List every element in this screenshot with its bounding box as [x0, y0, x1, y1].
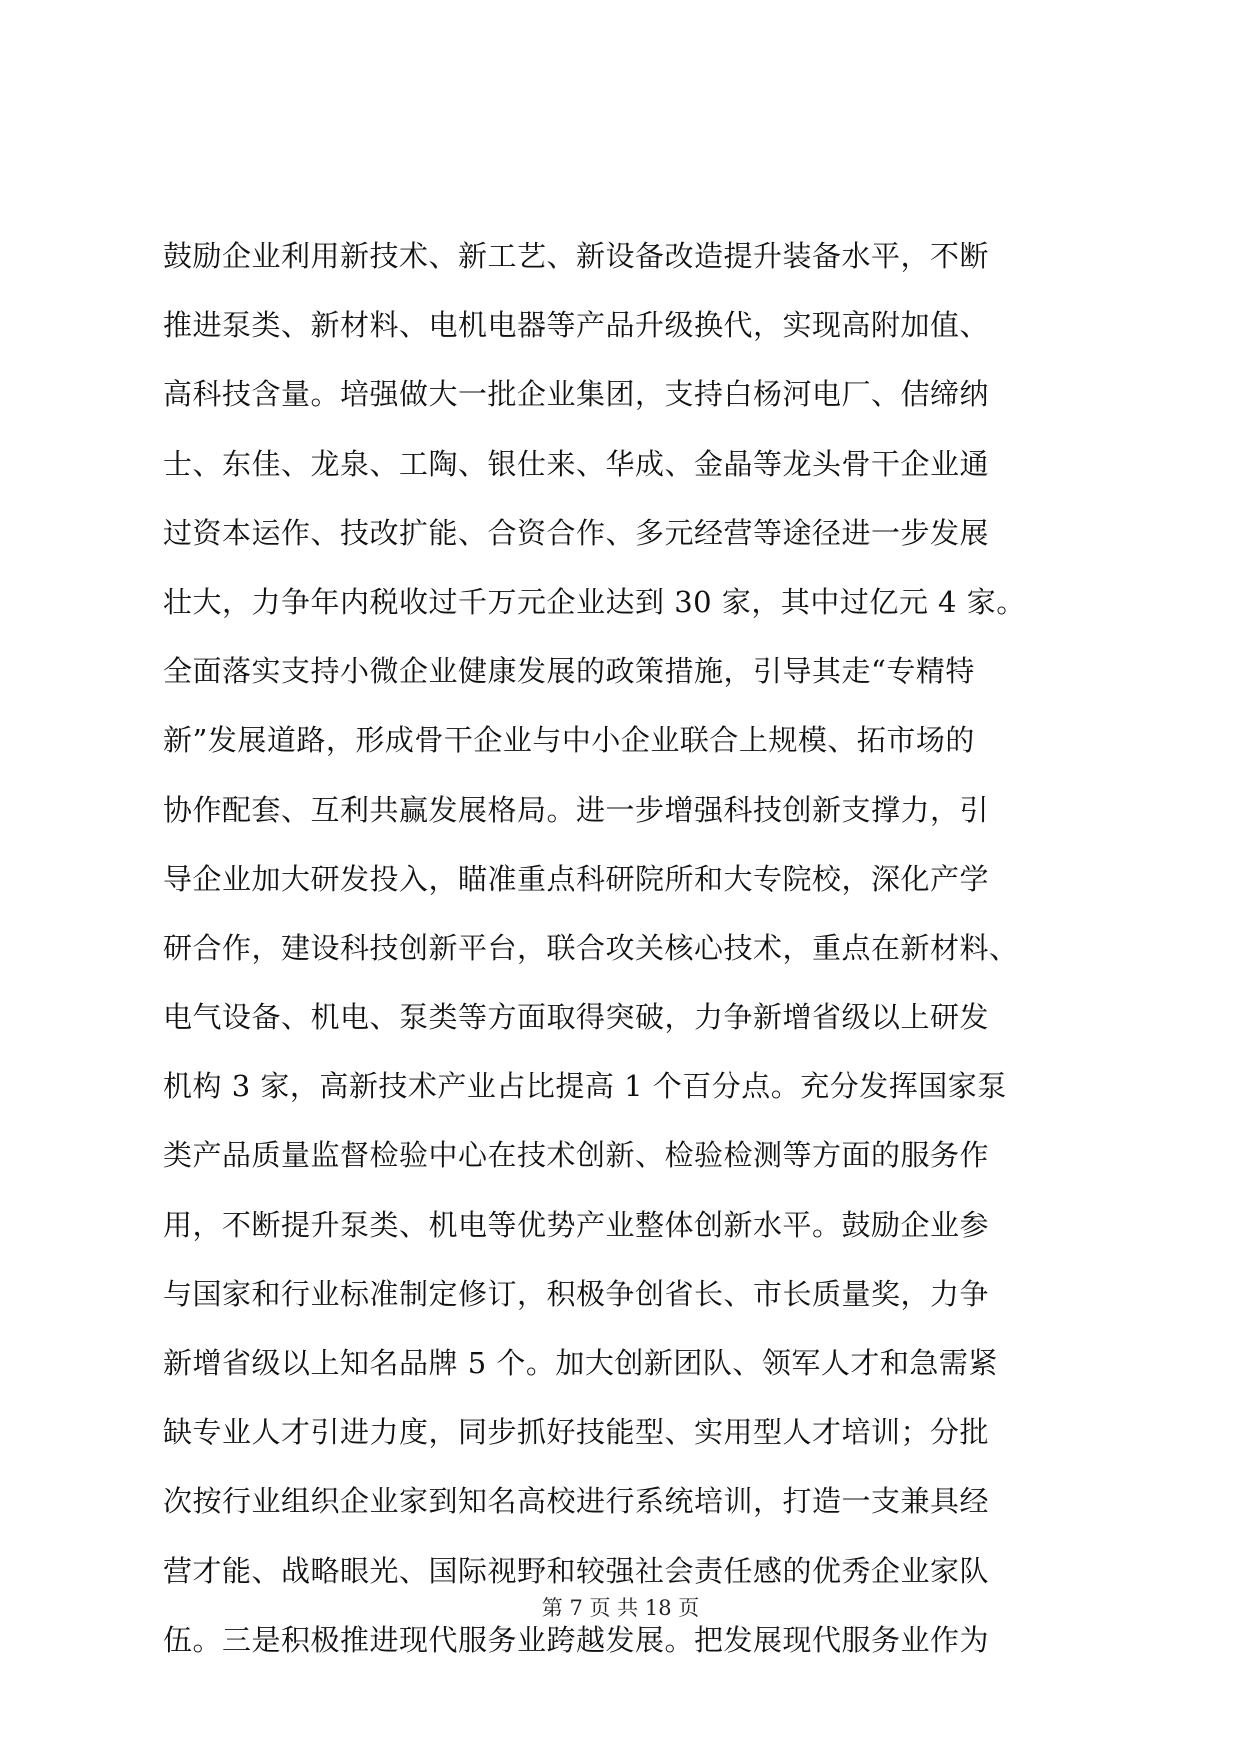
text-line: 鼓励企业利用新技术、新工艺、新设备改造提升装备水平，不断 [163, 239, 990, 273]
text-line: 新”发展道路，形成骨干企业与中小企业联合上规模、拓市场的 [163, 723, 975, 758]
text-line: 导企业加大研发投入，瞄准重点科研院所和大专院校，深化产学 [163, 861, 990, 896]
text-line: 士、东佳、龙泉、工陶、银仕来、华成、金晶等龙头骨干企业通 [163, 446, 990, 481]
text-line: 新增省级以上知名品牌 5 个。加大创新团队、领军人才和急需紧 [163, 1346, 998, 1380]
page-number-footer: 第 7 页 共 18 页 [541, 1596, 700, 1620]
text-line: 协作配套、互利共赢发展格局。进一步增强科技创新支撑力，引 [163, 792, 990, 827]
text-line: 次按行业组织企业家到知名高校进行系统培训，打造一支兼具经 [163, 1484, 990, 1519]
text-line: 用，不断提升泵类、机电等优势产业整体创新水平。鼓励企业参 [163, 1207, 990, 1242]
text-line: 电气设备、机电、泵类等方面取得突破，力争新增省级以上研发 [163, 1000, 990, 1035]
text-line: 研合作，建设科技创新平台，联合攻关核心技术，重点在新材料、 [163, 930, 1019, 965]
text-line: 伍。三是积极推进现代服务业跨越发展。把发展现代服务业作为 [163, 1622, 990, 1657]
body-text [163, 222, 1103, 1675]
text-line: 推进泵类、新材料、电机电器等产品升级换代，实现高附加值、 [163, 308, 990, 343]
text-line: 机构 3 家，高新技术产业占比提高 1 个百分点。充分发挥国家泵 [163, 1069, 1007, 1104]
text-line: 高科技含量。培强做大一批企业集团，支持白杨河电厂、佶缔纳 [163, 377, 990, 412]
text-line: 全面落实支持小微企业健康发展的政策措施，引导其走“专精特 [163, 654, 975, 689]
text-line: 与国家和行业标准制定修订，积极争创省长、市长质量奖，力争 [163, 1276, 990, 1311]
text-line: 缺专业人才引进力度，同步抓好技能型、实用型人才培训；分批 [163, 1415, 990, 1450]
text-line: 壮大，力争年内税收过千万元企业达到 30 家，其中过亿元 4 家。 [163, 584, 1026, 619]
text-line: 类产品质量监督检验中心在技术创新、检验检测等方面的服务作 [163, 1138, 990, 1173]
text-line: 过资本运作、技改扩能、合资合作、多元经营等途径进一步发展 [163, 515, 990, 550]
text-line: 营才能、战略眼光、国际视野和较强社会责任感的优秀企业家队 [163, 1553, 990, 1588]
